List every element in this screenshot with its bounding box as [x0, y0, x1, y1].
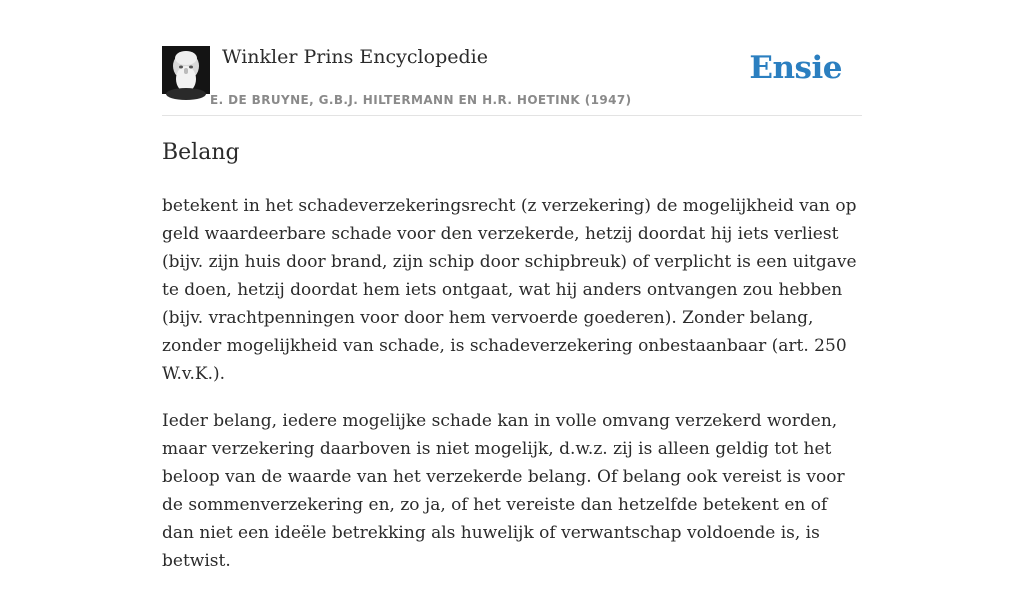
ensie-logo-link[interactable]: Ensie: [749, 50, 842, 86]
author-portrait-icon: [162, 46, 210, 94]
page: [162, 0, 862, 571]
entry-paragraph: betekent in het schadeverzekeringsrecht (z verzekering) de mogelijkheid van op geld waardeerbare schade voor den verzekerde, hetzij doordat hij iets verliest (bijv. zijn huis door brand, zijn schip door schipbreuk) of verplicht is een uitgave te doen, hetzij doordat hem iets ontgaat, wat hij anders ontvangen zou hebben (bijv. vrachtpenningen voor door hem vervoerde goederen). Zonder belang, zonder mogelijkheid van schade, is schadeverzekering onbestaanbaar (art. 250 W.v.K.).: [162, 196, 857, 384]
source-header: [162, 0, 862, 116]
entry-body: [162, 192, 862, 594]
source-title[interactable]: Winkler Prins Encyclopedie: [222, 46, 488, 68]
entry-title: Belang: [162, 140, 240, 165]
entry-paragraph: Ieder belang, iedere mogelijke schade kan in volle omvang verzekerd worden, maar verzekering daarboven is niet mogelijk, d.w.z. zij is alleen geldig tot het beloop van de waarde van het verzekerde belang. Of belang ook vereist is voor de sommenverzekering en, zo ja, of het vereiste dan hetzelfde betekent en of dan niet een ideële betrekking als huwelijk of verwantschap voldoende is, is betwist.: [162, 411, 845, 571]
source-authors: E. DE BRUYNE, G.B.J. HILTERMANN EN H.R. HOETINK (1947): [210, 93, 632, 107]
author-avatar[interactable]: [162, 46, 210, 94]
